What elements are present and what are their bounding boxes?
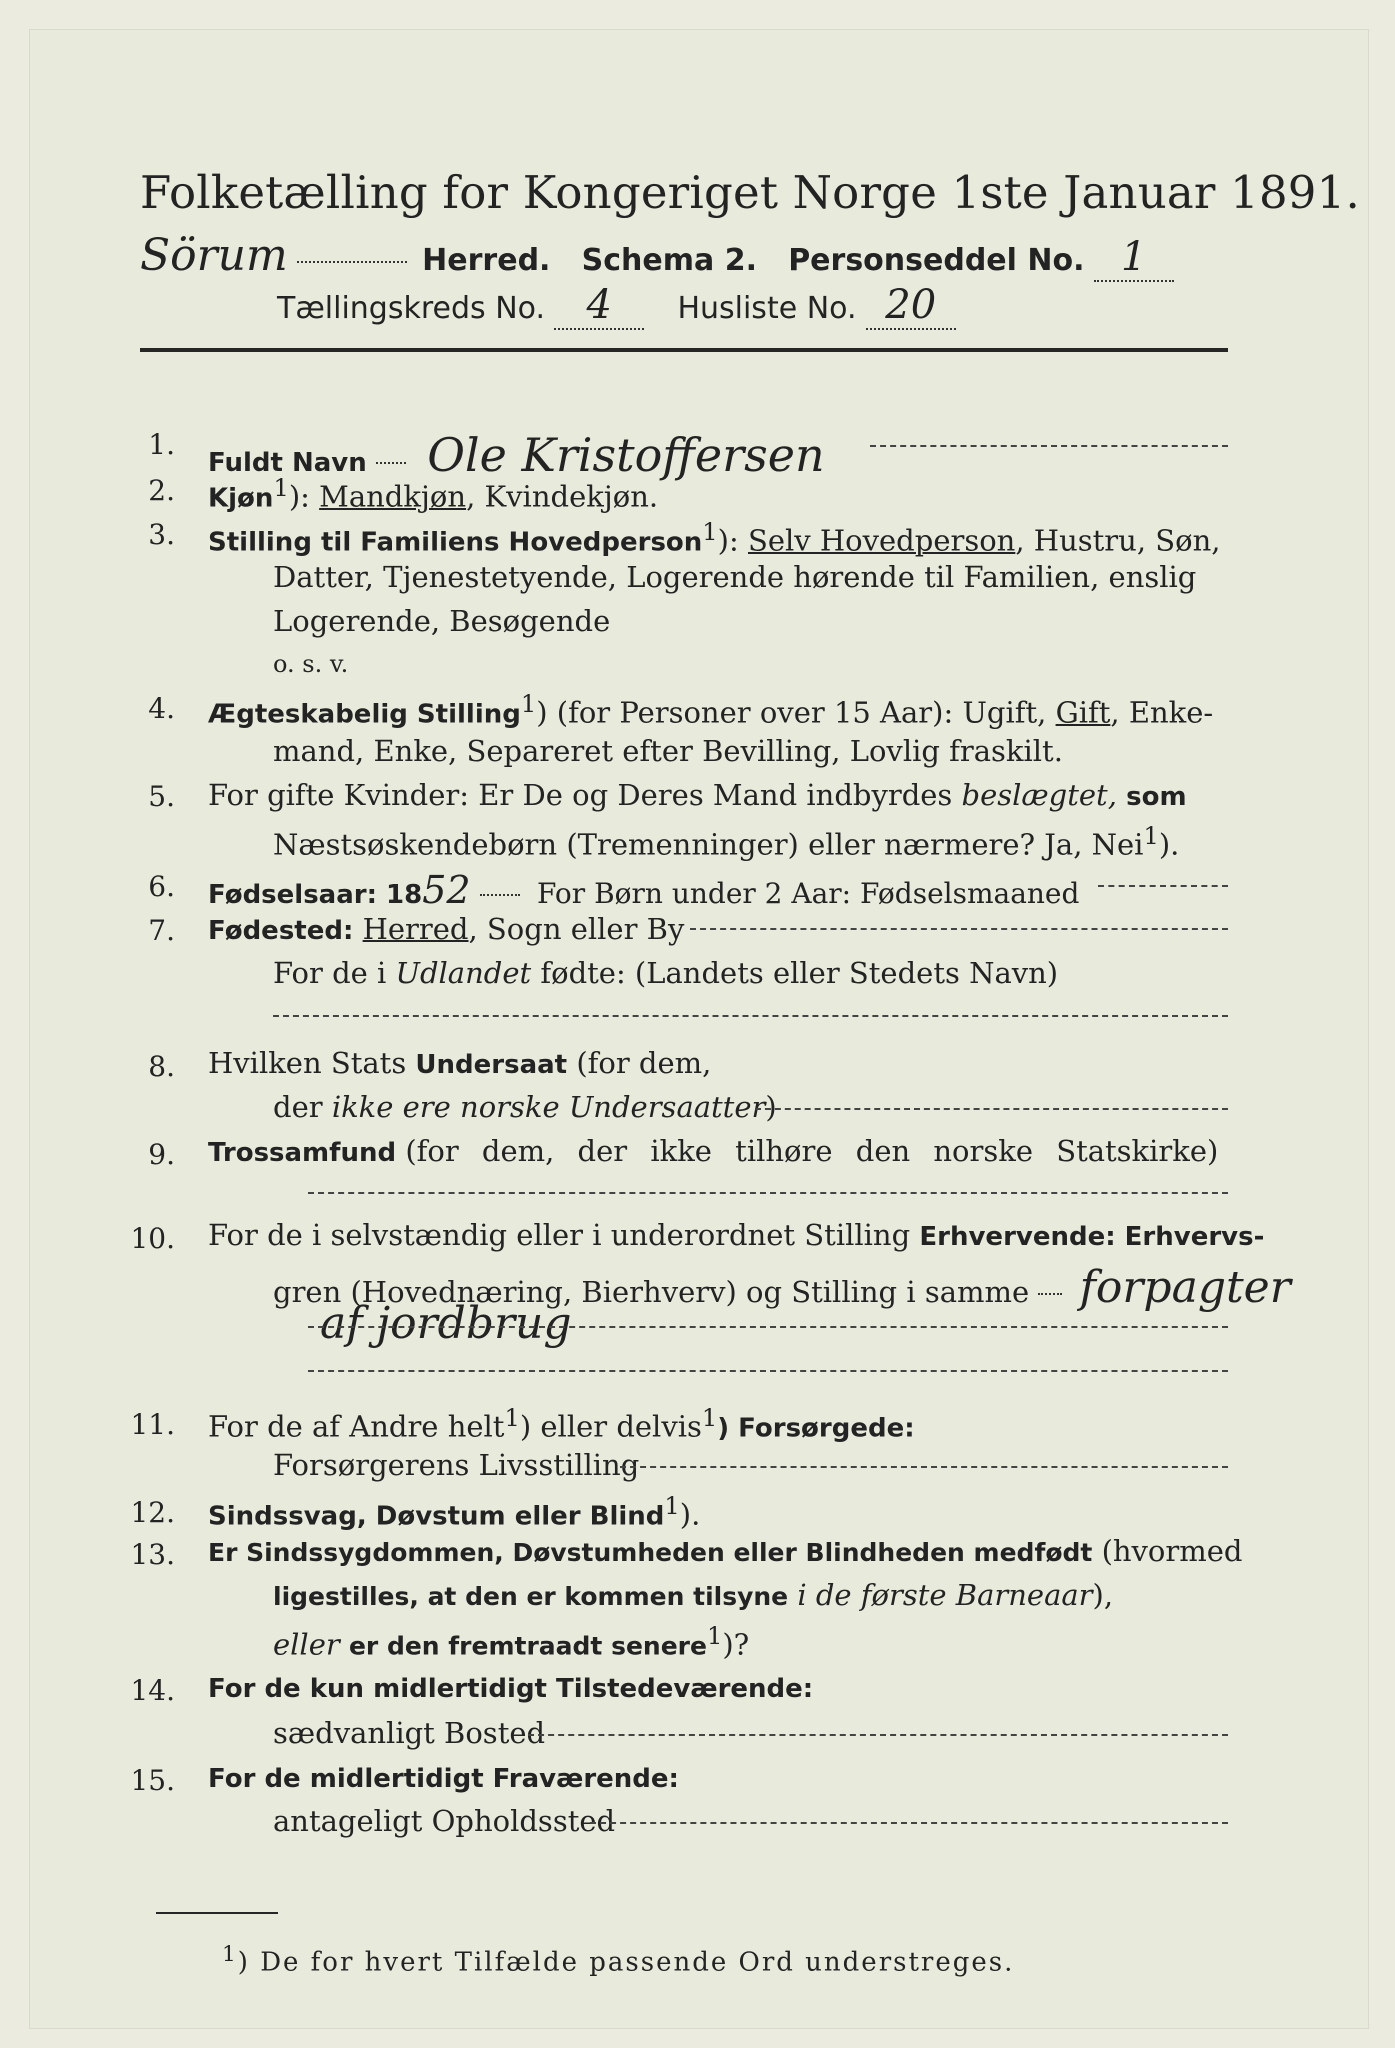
citizenship-text: Hvilken Stats	[208, 1046, 407, 1080]
family-position-line2: Datter, Tjenestetyende, Logerende hørende til Familien, enslig	[273, 560, 1197, 594]
sex-option-female: , Kvindekjøn.	[466, 479, 659, 514]
support-text: For de af Andre helt	[208, 1409, 505, 1444]
kreds-row	[277, 282, 956, 330]
item-number: 2.	[148, 474, 175, 507]
family-position-line4: o. s. v.	[273, 650, 349, 678]
marital-line2: mand, Enke, Separeret efter Bevilling, Lovlig fraskilt.	[273, 734, 1063, 768]
congenital-text3: er den fremtraadt senere	[348, 1631, 707, 1661]
kinship-row	[208, 778, 1187, 812]
marital-selected: Gift	[1055, 695, 1111, 730]
footnote-ref: 1	[706, 1622, 723, 1650]
birthplace-italic: Udlandet	[395, 956, 532, 990]
birthplace-text: For de i	[273, 956, 387, 990]
marital-options: , Enke-	[1110, 695, 1214, 730]
congenital-text: (hvormed	[1101, 1534, 1243, 1568]
support-line2: Forsørgerens Livsstilling	[273, 1448, 640, 1482]
congenital-italic: i de første Barneaar	[797, 1578, 1093, 1612]
congenital-end: ),	[1092, 1578, 1114, 1612]
congenital-eller: eller	[273, 1627, 340, 1662]
schema-label: Schema 2.	[581, 243, 757, 278]
footnote-ref: 1	[701, 1404, 718, 1432]
citizenship-row	[208, 1046, 711, 1080]
kreds-value: 4	[554, 282, 644, 330]
full-name-value: Ole Kristoffersen	[427, 428, 825, 482]
family-position-selected: Selv Hovedperson	[747, 523, 1016, 558]
marital-row	[208, 690, 1213, 730]
herred-row	[140, 230, 1174, 282]
marital-label: Ægteskabelig Stilling	[208, 699, 521, 730]
footnote-ref: 1	[1143, 822, 1159, 850]
kinship-question: Næstsøskendebørn (Tremenninger) eller nærmere? Ja, Nei	[273, 827, 1144, 862]
item-number: 5.	[148, 780, 175, 813]
birth-month-label: For Børn under 2 Aar: Fødselsmaaned	[537, 877, 1080, 910]
family-position-options: , Hustru, Søn,	[1015, 523, 1221, 558]
marital-text: ) (for Personer over 15 Aar): Ugift,	[536, 695, 1047, 730]
census-form	[30, 30, 1368, 2028]
absent-label: For de midlertidigt Fraværende:	[208, 1764, 679, 1794]
religion-label: Trossamfund	[208, 1138, 397, 1168]
disability-end: ).	[679, 1497, 701, 1532]
citizenship-paren: )	[765, 1090, 777, 1124]
birth-year-label: Fødselsaar: 18	[208, 880, 423, 910]
sex-option-male: Mandkjøn	[319, 479, 467, 514]
herred-value: Sörum	[140, 230, 288, 281]
header-rule	[140, 348, 1228, 352]
kinship-end: ).	[1158, 827, 1180, 862]
congenital-label: Er Sindssygdommen, Døvstumheden eller Blindheden medfødt	[208, 1538, 1093, 1567]
kinship-text: For gifte Kvinder: Er De og Deres Mand indbyrdes	[208, 778, 953, 812]
item-number: 14.	[130, 1674, 175, 1707]
occupation-text: For de i selvstændig eller i underordnet Stilling	[208, 1218, 911, 1252]
item-number: 11.	[130, 1408, 175, 1441]
form-title: Folketælling for Kongeriget Norge 1ste Januar 1891.	[140, 166, 1360, 219]
sex-colon: ):	[288, 479, 310, 514]
citizenship-italic: ikke ere norske Undersaatter	[331, 1090, 766, 1124]
husliste-label: Husliste No.	[677, 291, 857, 326]
kinship-som: som	[1126, 782, 1187, 812]
support-text2: ) eller delvis	[519, 1409, 702, 1444]
congenital-row	[208, 1534, 1242, 1568]
occupation-label: Erhvervende: Erhvervs-	[919, 1222, 1265, 1252]
footnote-rule	[156, 1912, 278, 1914]
sex-label: Kjøn	[208, 483, 274, 514]
kreds-label: Tællingskreds No.	[277, 291, 545, 326]
sex-row	[208, 474, 658, 514]
disability-row	[208, 1492, 700, 1532]
family-position-row	[208, 518, 1221, 558]
birth-year-value: 52	[422, 868, 471, 912]
kinship-line2	[273, 822, 1179, 862]
absent-line2: antageligt Opholdssted	[273, 1804, 616, 1838]
absent-row	[208, 1760, 679, 1794]
family-position-label: Stilling til Familiens Hovedperson	[208, 527, 703, 558]
item-number: 12.	[130, 1496, 175, 1529]
family-position-colon: ):	[717, 523, 739, 558]
item-number: 7.	[148, 914, 175, 947]
citizenship-text2: (for dem,	[576, 1046, 712, 1080]
occupation-text2: gren (Hovednæring, Bierhverv) og Stilling i samme	[273, 1275, 1030, 1309]
citizenship-label: Undersaat	[415, 1050, 568, 1080]
husliste-value: 20	[866, 282, 956, 330]
birthplace-row	[208, 912, 684, 946]
kinship-italic: beslægtet,	[961, 778, 1117, 812]
item-number: 1.	[148, 428, 175, 461]
birthplace-options: , Sogn eller By	[468, 912, 685, 946]
footnote-ref: 1	[520, 690, 537, 718]
religion-text: (for dem, der ikke tilhøre den norske Statskirke)	[405, 1134, 1219, 1168]
congenital-line3	[273, 1622, 749, 1662]
congenital-text2: ligestilles, at den er kommen tilsyne	[273, 1582, 789, 1611]
citizenship-line2	[273, 1090, 777, 1124]
footnote-ref: 1	[504, 1404, 520, 1432]
personseddel-label: Personseddel No.	[788, 243, 1085, 278]
congenital-line2	[273, 1578, 1113, 1612]
present-row	[208, 1670, 813, 1704]
full-name-label: Fuldt Navn	[208, 448, 367, 478]
congenital-qmark: )?	[722, 1627, 750, 1662]
footnote-text: ) De for hvert Tilfælde passende Ord understreges.	[237, 1947, 1015, 1978]
item-number: 15.	[130, 1764, 175, 1797]
personseddel-value: 1	[1094, 234, 1174, 282]
occupation-row	[208, 1218, 1264, 1252]
birthplace-label: Fødested:	[208, 916, 354, 946]
item-number: 13.	[130, 1538, 175, 1571]
support-row	[208, 1404, 915, 1444]
birthplace-line2	[273, 956, 1058, 990]
footnote-mark: 1	[222, 1942, 238, 1967]
family-position-line3: Logerende, Besøgende	[273, 604, 611, 638]
footnote-ref: 1	[702, 518, 718, 546]
disability-label: Sindssvag, Døvstum eller Blind	[208, 1501, 665, 1532]
footnote	[222, 1942, 1014, 1978]
birthplace-text2: fødte: (Landets eller Stedets Navn)	[540, 956, 1059, 990]
herred-label: Herred.	[422, 243, 551, 278]
item-number: 6.	[148, 870, 175, 903]
occupation-value2: af jordbrug	[320, 1298, 572, 1349]
present-label: For de kun midlertidigt Tilstedeværende:	[208, 1674, 814, 1704]
item-number: 4.	[148, 692, 175, 725]
footnote-ref: 1	[664, 1492, 680, 1520]
citizenship-der: der	[273, 1090, 323, 1124]
item-number: 9.	[148, 1138, 175, 1171]
birthplace-selected: Herred	[362, 912, 469, 946]
item-number: 3.	[148, 518, 175, 551]
item-number: 8.	[148, 1050, 175, 1083]
birth-year-row	[208, 868, 1079, 912]
occupation-line3	[320, 1298, 572, 1349]
footnote-ref: 1	[273, 474, 289, 502]
religion-row	[208, 1134, 1218, 1168]
support-label: ) Forsørgede:	[717, 1413, 915, 1444]
occupation-value1: forpagter	[1079, 1262, 1291, 1313]
present-line2: sædvanligt Bosted	[273, 1716, 546, 1750]
item-number: 10.	[130, 1222, 175, 1255]
